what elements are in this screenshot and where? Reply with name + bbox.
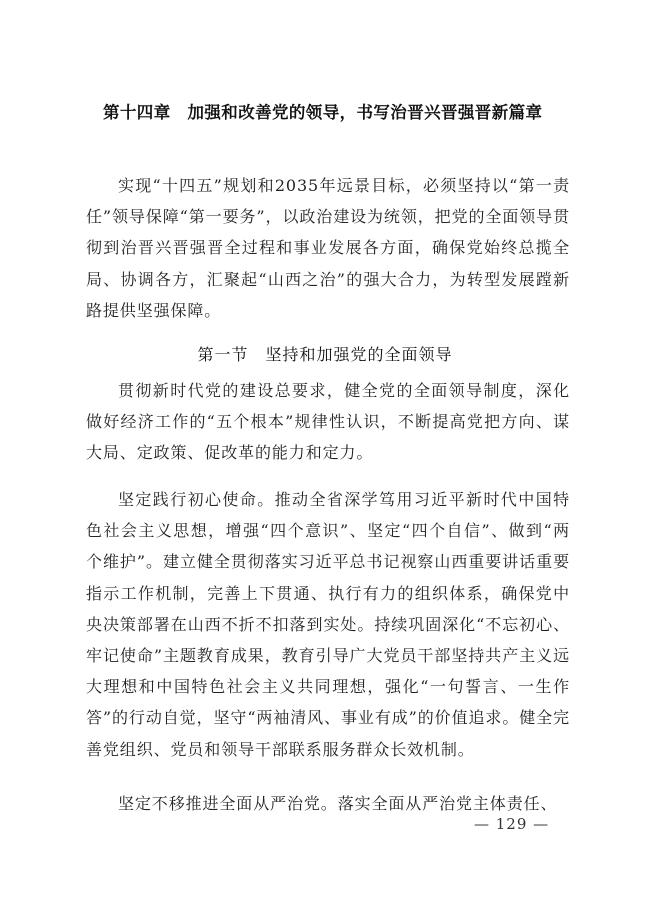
chapter-title: 第十四章 加强和改善党的领导，书写治晋兴晋强晋新篇章 <box>103 103 543 122</box>
section-title: 第一节 坚持和加强党的全面领导 <box>197 345 453 364</box>
body-paragraph: 坚定践行初心使命。推动全省深学笃用习近平新时代中国特色社会主义思想，增强“四个意识”、坚定“四个自信”、做到“两个维护”。建立健全贯彻落实习近平总书记视察山西重要讲话重要指示工作机制，完善上下贯通、执行有力的组织体系，确保党中央决策部署在山西不折不扣落到实处。持续巩固深化“不忘初心、牢记使命”主题教育成果，教育引导广大党员干部坚持共产主义远大理想和中国特色社会主义共同理想，强化“一句誓言、一生作答”的行动自觉，坚守“两袖清风、事业有成”的价值追求。健全完善党组织、党员和领导干部联系服务群众长效机制。 <box>86 490 570 759</box>
page-number: — 129 — <box>474 815 550 833</box>
body-paragraph: 贯彻新时代党的建设总要求，健全党的全面领导制度，深化做好经济工作的“五个根本”规律性认识，不断提高党把方向、谋大局、定政策、促改革的能力和定力。 <box>86 381 570 463</box>
intro-paragraph: 实现“十四五”规划和2035年远景目标，必须坚持以“第一责任”领导保障“第一要务”，以政治建设为统领，把党的全面领导贯彻到治晋兴晋强晋全过程和事业发展各方面，确保党始终总揽全局、协调各方，汇聚起“山西之治”的强大合力，为转型发展蹚新路提供坚强保障。 <box>86 176 570 320</box>
body-paragraph: 坚定不移推进全面从严治党。落实全面从严治党主体责任、 <box>118 794 558 813</box>
